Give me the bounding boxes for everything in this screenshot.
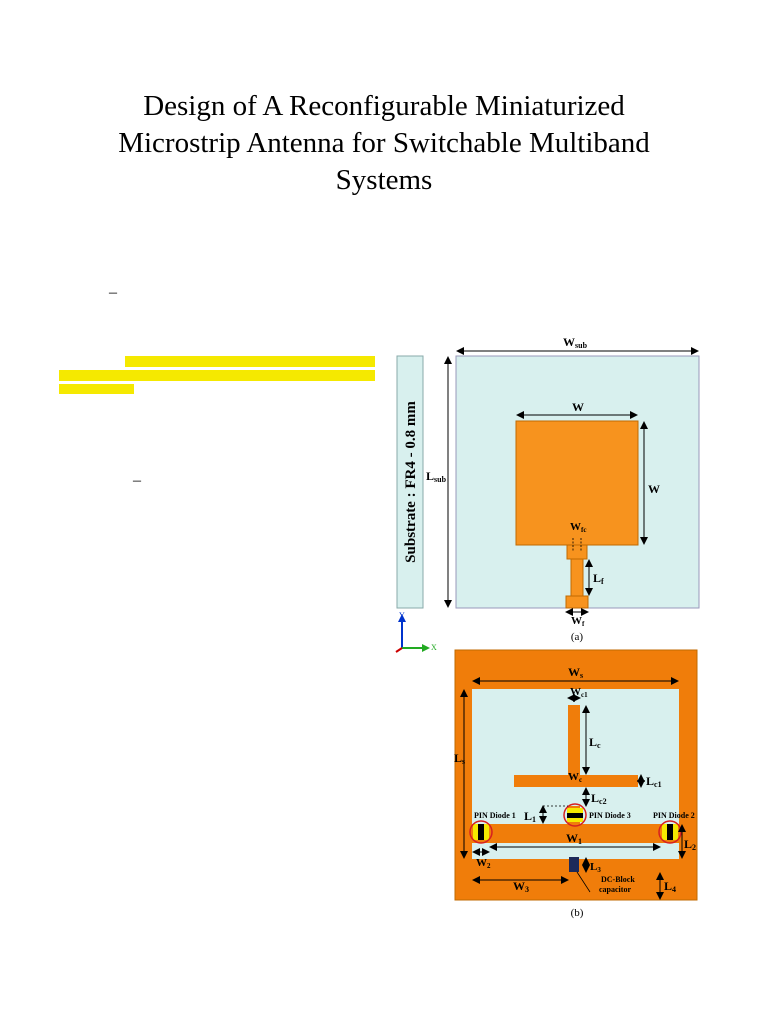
svg-text:Wc1: Wc1 (570, 686, 588, 699)
svg-text:L1: L1 (524, 809, 537, 824)
dash-2: – (133, 472, 141, 489)
svg-text:Lsub: Lsub (426, 469, 447, 484)
svg-text:Lf: Lf (593, 571, 604, 586)
svg-text:Wsub: Wsub (563, 335, 588, 350)
svg-text:Lc: Lc (589, 735, 601, 750)
svg-text:Lc1: Lc1 (646, 774, 662, 789)
pin-diode-2 (659, 821, 681, 843)
svg-text:Lc2: Lc2 (591, 791, 607, 806)
substrate-label: Substrate : FR4 - 0.8 mm (403, 401, 419, 563)
svg-text:L3: L3 (590, 861, 601, 874)
dc-block-capacitor (569, 857, 579, 872)
svg-text:Ws: Ws (568, 665, 584, 680)
dc-block-label-1: DC-Block (601, 875, 635, 884)
vertical-stub (568, 705, 580, 775)
svg-text:W3: W3 (513, 879, 529, 894)
pin-diode-3-label: PIN Diode 3 (589, 811, 631, 820)
svg-text:Wc: Wc (568, 771, 583, 784)
dash-1: – (109, 284, 117, 301)
pin-diode-1 (470, 821, 492, 843)
axis-y-label: Y (399, 611, 405, 620)
bottom-view (454, 650, 697, 900)
pin-diode-2-label: PIN Diode 2 (653, 811, 695, 820)
axis-indicator (396, 611, 437, 652)
svg-text:W2: W2 (476, 857, 491, 870)
svg-text:W: W (648, 482, 660, 496)
pin-diode-1-label: PIN Diode 1 (474, 811, 516, 820)
svg-text:W: W (572, 400, 584, 414)
feed-port (566, 596, 588, 608)
top-view (426, 335, 699, 628)
caption-b: (b) (570, 907, 584, 919)
svg-text:Wf: Wf (571, 615, 585, 628)
feed-line (571, 559, 583, 596)
dc-block-label-2: capacitor (599, 885, 631, 894)
feed-transition (567, 545, 587, 559)
svg-text:Ls: Ls (454, 751, 466, 766)
svg-text:Wfc: Wfc (570, 521, 587, 534)
svg-text:L2: L2 (684, 837, 697, 852)
caption-a: (a) (570, 631, 584, 643)
title-line-3: Systems (335, 164, 433, 196)
axis-x-label: X (431, 643, 437, 652)
title-line-2: Microstrip Antenna for Switchable Multiband (118, 127, 650, 159)
svg-text:L4: L4 (664, 879, 677, 894)
title-line-1: Design of A Reconfigurable Miniaturized (143, 90, 625, 122)
svg-text:W1: W1 (566, 831, 582, 846)
